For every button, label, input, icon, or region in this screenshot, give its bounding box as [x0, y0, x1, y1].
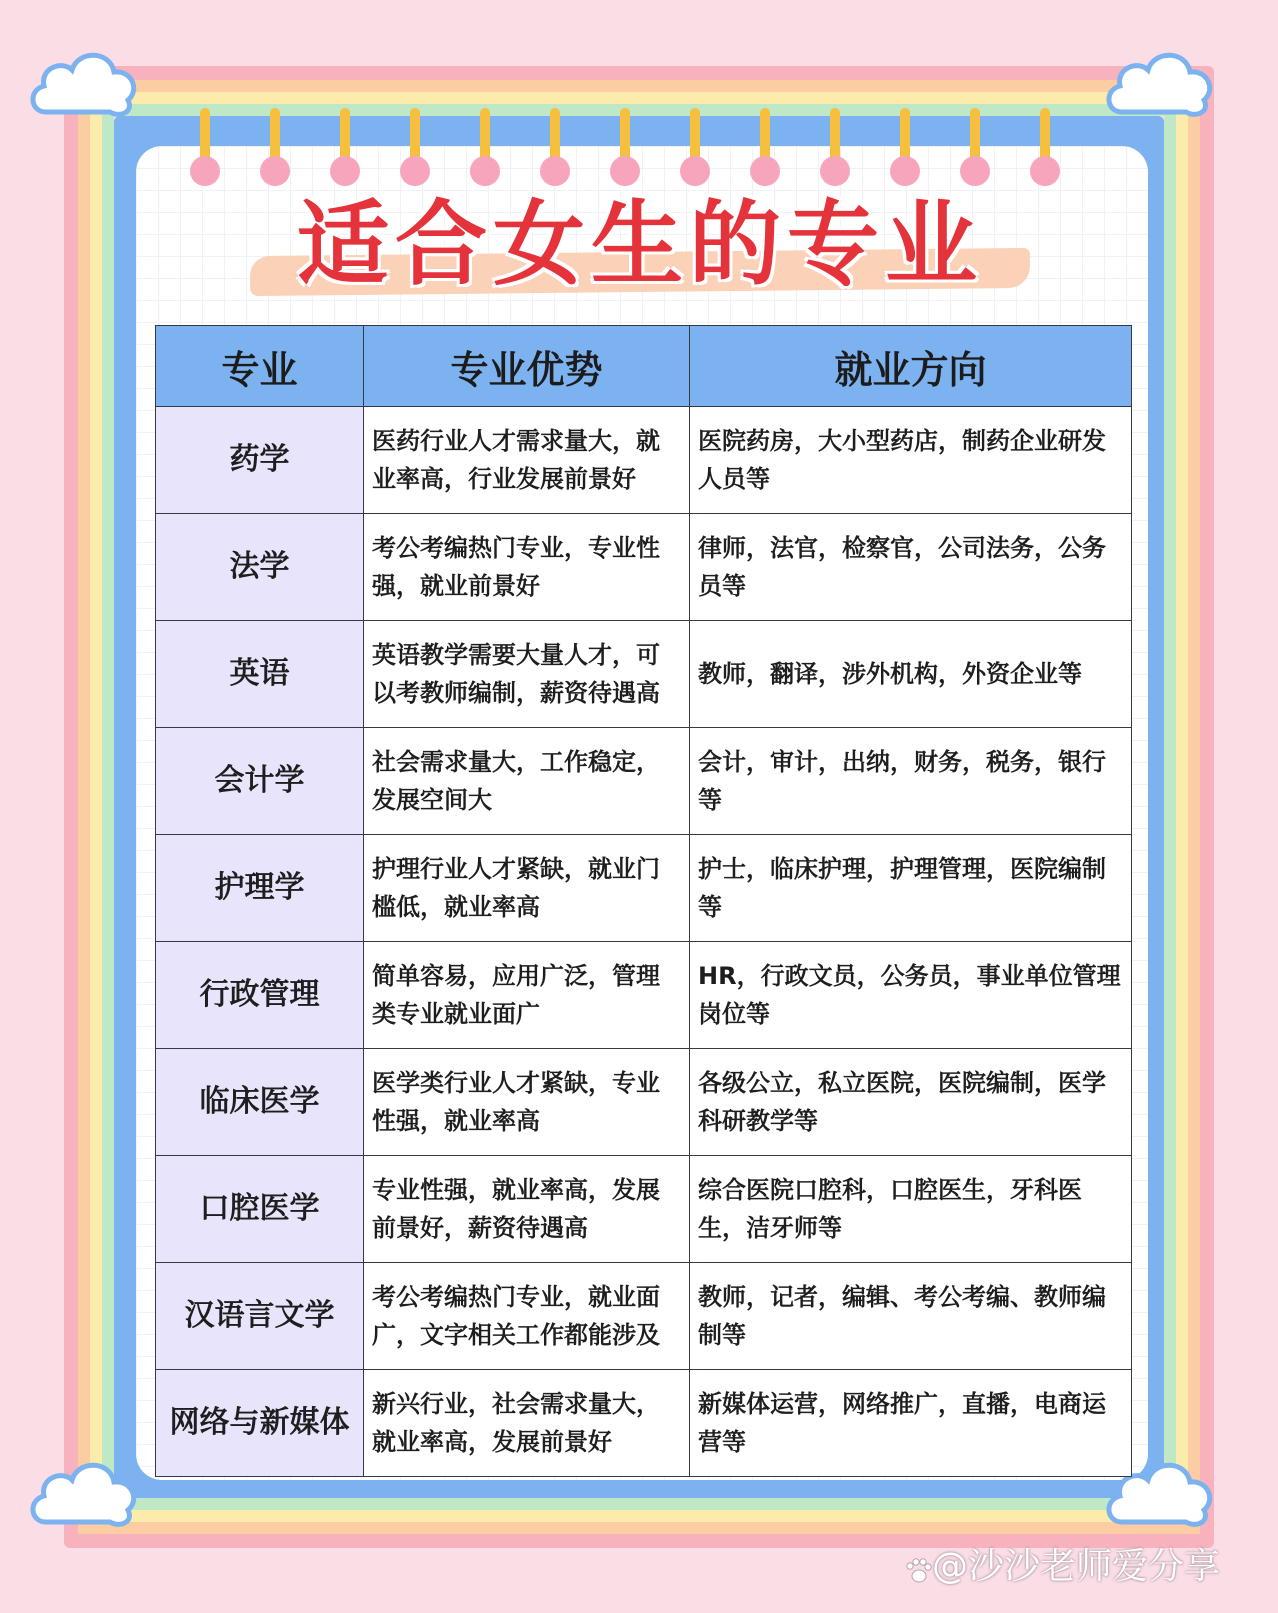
table-row	[156, 942, 1132, 1049]
major-career: 会计，审计，出纳，财务，税务，银行等	[690, 728, 1132, 835]
table-header-row	[156, 326, 1132, 407]
table-row	[156, 728, 1132, 835]
major-advantage: 新兴行业，社会需求量大，就业率高，发展前景好	[364, 1370, 690, 1477]
major-name: 汉语言文学	[156, 1263, 364, 1370]
major-name: 会计学	[156, 728, 364, 835]
major-advantage: 护理行业人才紧缺，就业门槛低，就业率高	[364, 835, 690, 942]
page-title: 适合女生的专业	[296, 191, 983, 298]
major-name: 口腔医学	[156, 1156, 364, 1263]
major-career: 教师，翻译，涉外机构，外资企业等	[690, 621, 1132, 728]
major-name: 法学	[156, 514, 364, 621]
major-career: 教师，记者，编辑、考公考编、教师编制等	[690, 1263, 1132, 1370]
major-career: 护士，临床护理，护理管理，医院编制等	[690, 835, 1132, 942]
header-advantage: 专业优势	[364, 326, 690, 407]
table-row	[156, 621, 1132, 728]
table-row	[156, 514, 1132, 621]
table-row	[156, 835, 1132, 942]
major-career: 各级公立，私立医院，医院编制，医学科研教学等	[690, 1049, 1132, 1156]
major-advantage: 简单容易，应用广泛，管理类专业就业面广	[364, 942, 690, 1049]
major-advantage: 考公考编热门专业，专业性强，就业前景好	[364, 514, 690, 621]
major-career: HR，行政文员，公务员，事业单位管理岗位等	[690, 942, 1132, 1049]
major-career: 综合医院口腔科，口腔医生，牙科医生，洁牙师等	[690, 1156, 1132, 1263]
major-name: 行政管理	[156, 942, 364, 1049]
major-career: 律师，法官，检察官，公司法务，公务员等	[690, 514, 1132, 621]
cloud-icon	[24, 38, 144, 128]
table-row	[156, 1049, 1132, 1156]
major-name: 英语	[156, 621, 364, 728]
major-advantage: 专业性强，就业率高，发展前景好，薪资待遇高	[364, 1156, 690, 1263]
cloud-icon	[1100, 38, 1220, 128]
paw-icon	[904, 1558, 932, 1584]
header-career: 就业方向	[690, 326, 1132, 407]
major-career: 医院药房，大小型药店，制药企业研发人员等	[690, 407, 1132, 514]
table-row	[156, 1156, 1132, 1263]
cloud-icon	[24, 1448, 144, 1538]
major-advantage: 医药行业人才需求量大，就业率高，行业发展前景好	[364, 407, 690, 514]
title-block	[240, 190, 1040, 310]
major-name: 临床医学	[156, 1049, 364, 1156]
major-advantage: 社会需求量大，工作稳定，发展空间大	[364, 728, 690, 835]
major-advantage: 医学类行业人才紧缺，专业性强，就业率高	[364, 1049, 690, 1156]
major-advantage: 考公考编热门专业，就业面广，文字相关工作都能涉及	[364, 1263, 690, 1370]
major-name: 药学	[156, 407, 364, 514]
major-name: 护理学	[156, 835, 364, 942]
major-career: 新媒体运营，网络推广，直播，电商运营等	[690, 1370, 1132, 1477]
majors-table	[155, 325, 1132, 1477]
major-name: 网络与新媒体	[156, 1370, 364, 1477]
table-row	[156, 1370, 1132, 1477]
major-advantage: 英语教学需要大量人才，可以考教师编制，薪资待遇高	[364, 621, 690, 728]
header-major: 专业	[156, 326, 364, 407]
table-row	[156, 1263, 1132, 1370]
table-row	[156, 407, 1132, 514]
watermark-text: @沙沙老师爱分享	[931, 1546, 1220, 1587]
